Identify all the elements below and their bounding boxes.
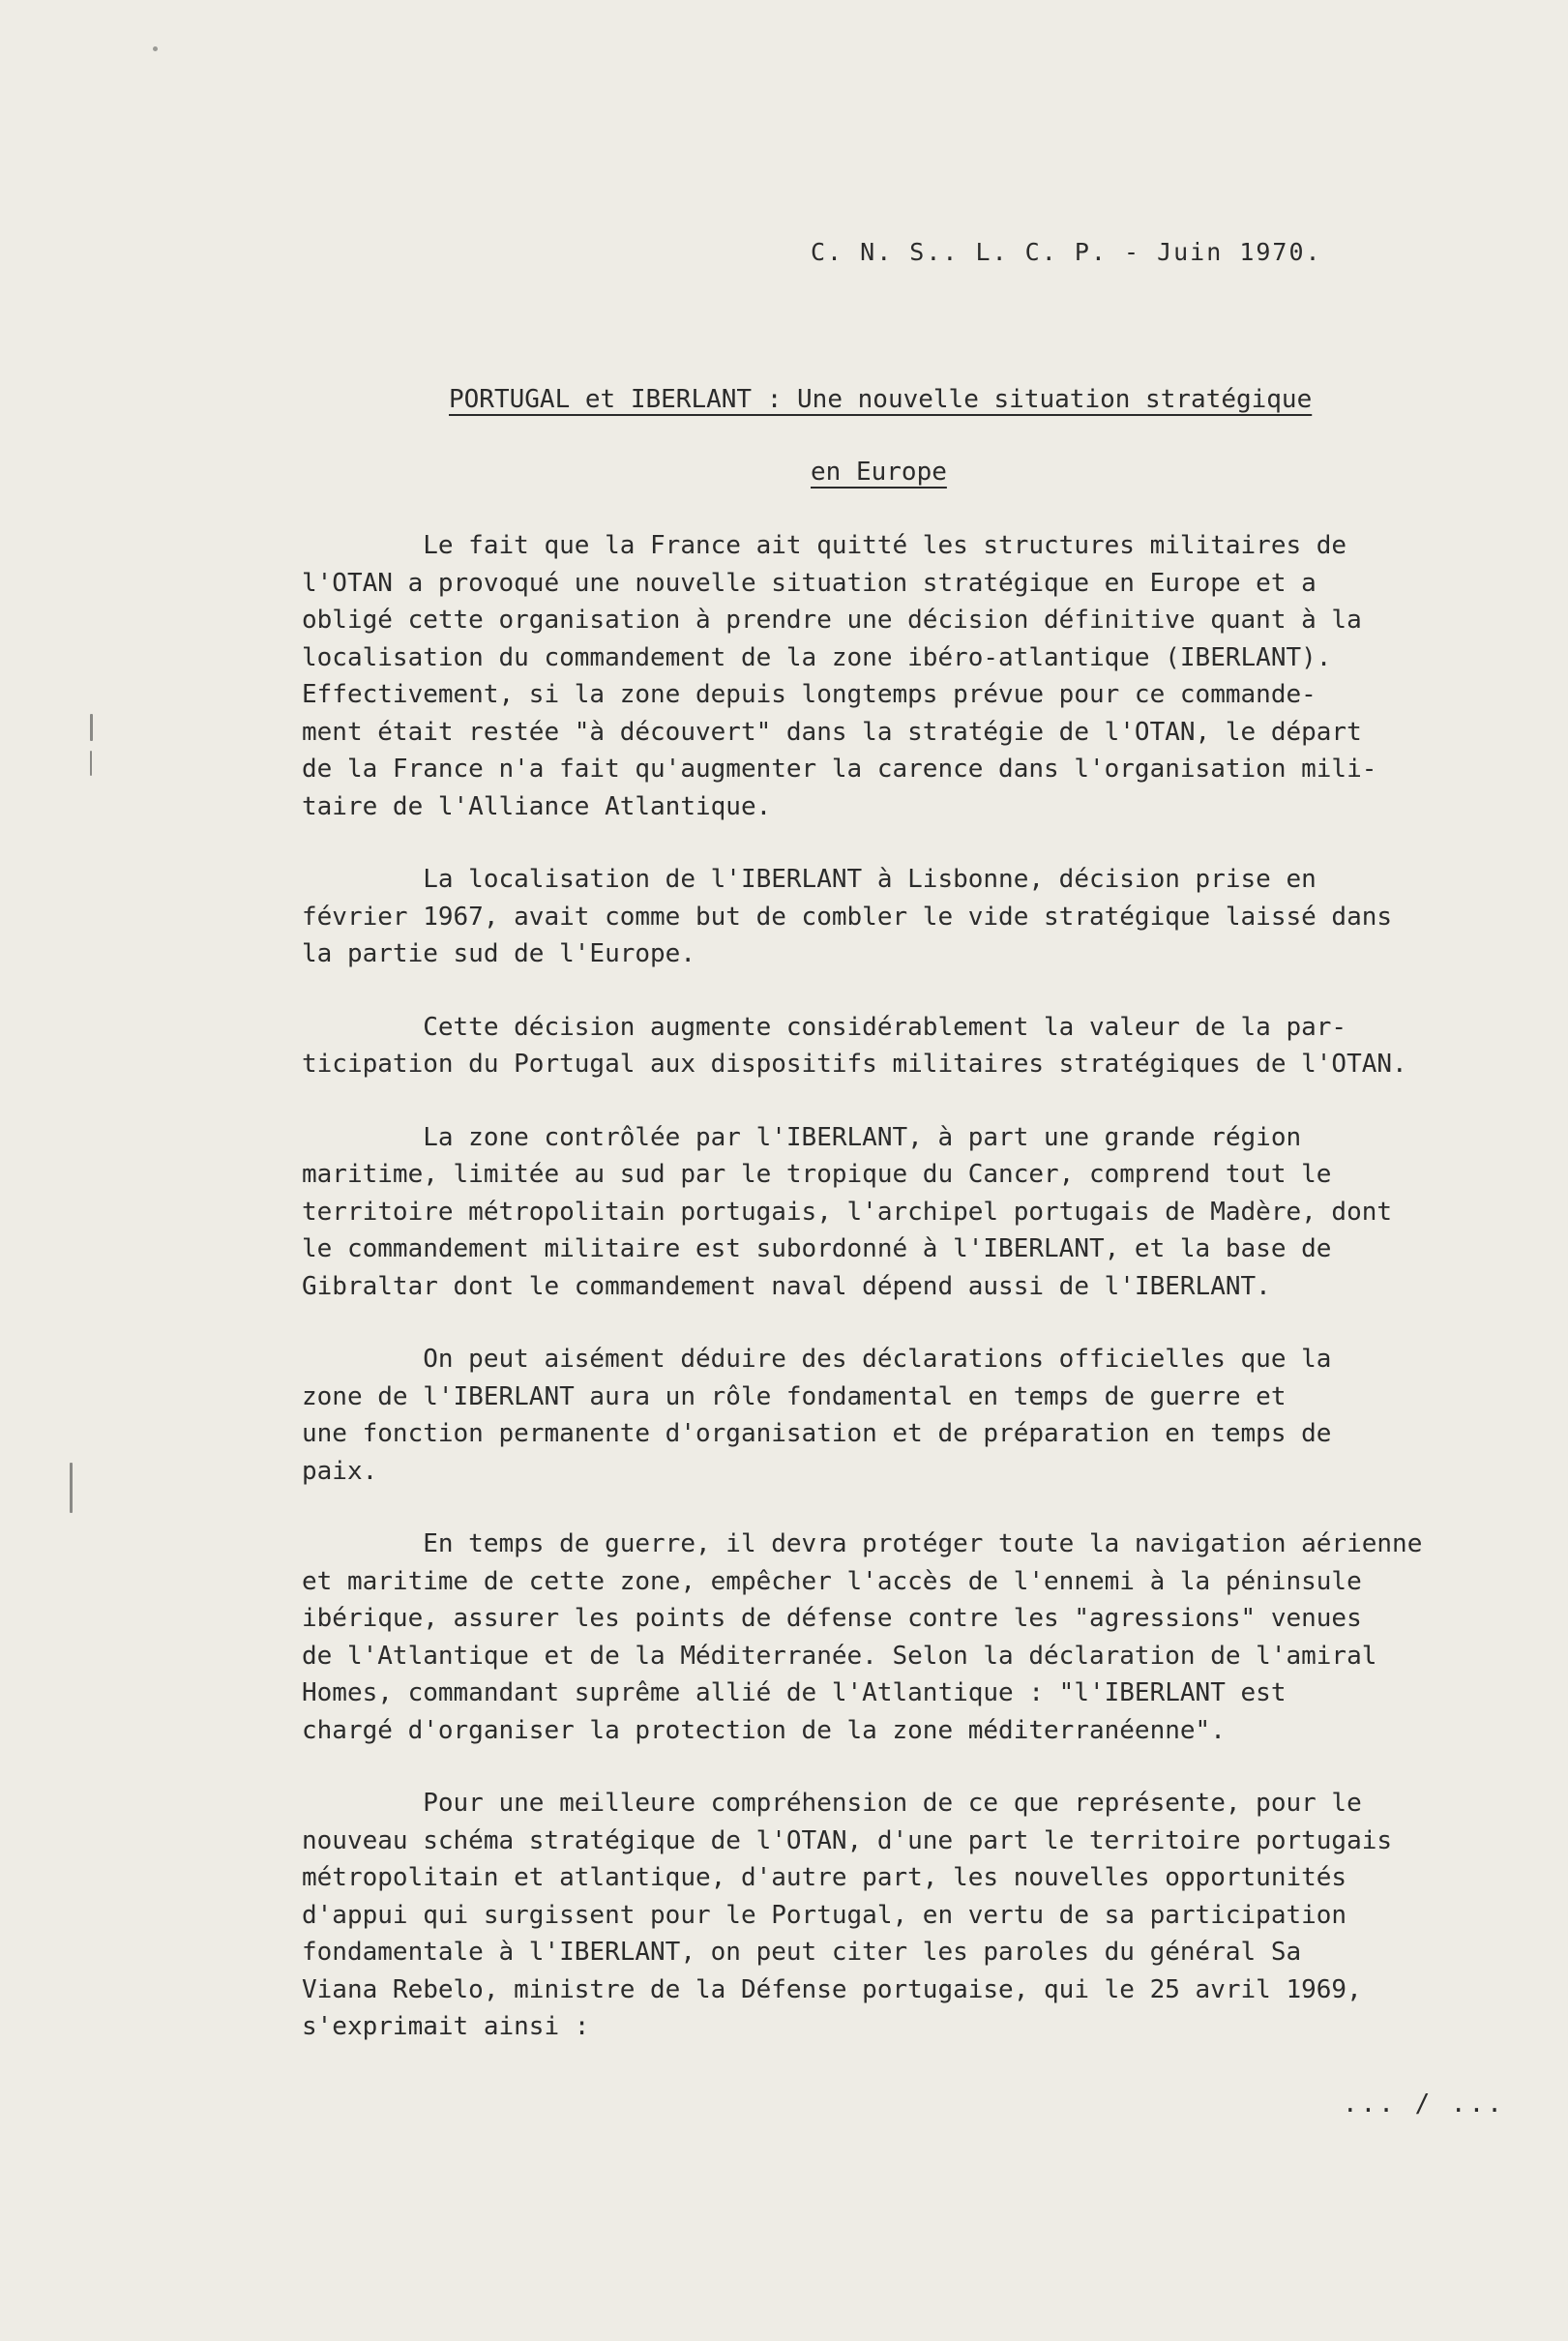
text-line: s'exprimait ainsi : <box>302 2012 590 2041</box>
text-line: de la France n'a fait qu'augmenter la carence dans l'organisation mili- <box>302 755 1377 784</box>
text-line: La localisation de l'IBERLANT à Lisbonne, décision prise en <box>302 865 1317 894</box>
text-line: métropolitain et atlantique, d'autre part, les nouvelles opportunités <box>302 1863 1347 1892</box>
continuation-mark: ... / ... <box>1343 2089 1505 2119</box>
text-line: taire de l'Alliance Atlantique. <box>302 791 772 821</box>
text-line: le commandement militaire est subordonné à l'IBERLANT, et la base de <box>302 1234 1332 1263</box>
text-line: chargé d'organiser la protection de la zone méditerranéenne". <box>302 1715 1226 1745</box>
paragraph-gap <box>302 1749 1530 1785</box>
text-line: d'appui qui surgissent pour le Portugal, en vertu de sa participation <box>302 1900 1347 1930</box>
text-line: ibérique, assurer les points de défense contre les "agressions" venues <box>302 1604 1362 1633</box>
paragraph <box>302 1009 1530 1083</box>
paragraph-gap <box>302 1083 1530 1119</box>
paragraph <box>302 1526 1530 1749</box>
text-line: fondamentale à l'IBERLANT, on peut citer les paroles du général Sa <box>302 1938 1302 1967</box>
paragraph <box>302 1119 1530 1306</box>
text-line: On peut aisément déduire des déclarations officielles que la <box>302 1345 1332 1374</box>
paragraph-gap <box>302 1490 1530 1526</box>
margin-mark <box>90 714 93 741</box>
text-line: Homes, commandant suprême allié de l'Atlantique : "l'IBERLANT est <box>302 1678 1287 1707</box>
paragraph <box>302 527 1530 825</box>
text-line: maritime, limitée au sud par le tropique du Cancer, comprend tout le <box>302 1160 1332 1189</box>
text-line: ment était restée "à découvert" dans la stratégie de l'OTAN, le départ <box>302 717 1362 747</box>
margin-mark <box>70 1463 73 1513</box>
paragraph-gap <box>302 973 1530 1009</box>
text-line: l'OTAN a provoqué une nouvelle situation stratégique en Europe et a <box>302 568 1317 598</box>
text-line: localisation du commandement de la zone ibéro-atlantique (IBERLANT). <box>302 642 1332 672</box>
text-line: Cette décision augmente considérablement la valeur de la par- <box>302 1012 1347 1042</box>
text-line: Gibraltar dont le commandement naval dépend aussi de l'IBERLANT. <box>302 1271 1271 1301</box>
text-line: En temps de guerre, il devra protéger toute la navigation aérienne <box>302 1529 1423 1558</box>
document-title-line-2: en Europe <box>811 458 947 487</box>
text-line: paix. <box>302 1456 378 1486</box>
margin-mark <box>90 751 92 776</box>
paragraph-gap <box>302 1305 1530 1341</box>
text-line: territoire métropolitain portugais, l'archipel portugais de Madère, dont <box>302 1197 1393 1227</box>
text-line: la partie sud de l'Europe. <box>302 939 695 968</box>
text-line: ticipation du Portugal aux dispositifs militaires stratégiques de l'OTAN. <box>302 1050 1407 1079</box>
text-line: zone de l'IBERLANT aura un rôle fondamental en temps de guerre et <box>302 1381 1287 1411</box>
text-line: Effectivement, si la zone depuis longtemps prévue pour ce commande- <box>302 680 1317 709</box>
paragraph <box>302 1341 1530 1490</box>
paragraph <box>302 861 1530 973</box>
text-line: Viana Rebelo, ministre de la Défense portugaise, qui le 25 avril 1969, <box>302 1974 1362 2004</box>
document-reference: C. N. S.. L. C. P. - Juin 1970. <box>811 238 1322 266</box>
paper-speck <box>153 46 158 51</box>
text-line: obligé cette organisation à prendre une décision définitive quant à la <box>302 606 1362 635</box>
document-body <box>302 527 1530 2046</box>
text-line: de l'Atlantique et de la Méditerranée. Selon la déclaration de l'amiral <box>302 1641 1377 1671</box>
text-line: La zone contrôlée par l'IBERLANT, à part une grande région <box>302 1122 1302 1152</box>
paragraph-gap <box>302 825 1530 861</box>
text-line: Pour une meilleure compréhension de ce que représente, pour le <box>302 1789 1362 1818</box>
text-line: et maritime de cette zone, empêcher l'accès de l'ennemi à la péninsule <box>302 1566 1362 1596</box>
text-line: nouveau schéma stratégique de l'OTAN, d'une part le territoire portugais <box>302 1825 1393 1855</box>
text-line: Le fait que la France ait quitté les structures militaires de <box>302 531 1347 560</box>
text-line: février 1967, avait comme but de combler le vide stratégique laissé dans <box>302 902 1393 932</box>
document-title-line-1: PORTUGAL et IBERLANT : Une nouvelle situation stratégique <box>449 385 1313 414</box>
paragraph <box>302 1785 1530 2046</box>
text-line: une fonction permanente d'organisation et de préparation en temps de <box>302 1419 1332 1448</box>
